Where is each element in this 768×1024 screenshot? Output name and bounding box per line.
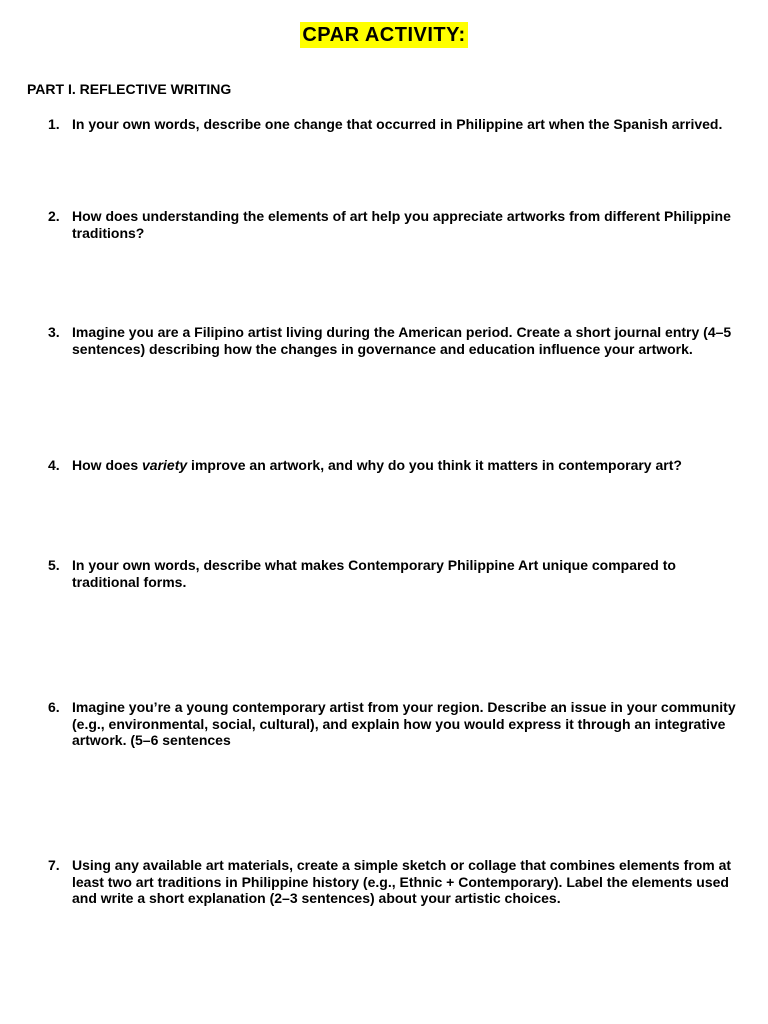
question-text: How does understanding the elements of art help you appreciate artworks from different Philippine traditions?	[72, 208, 731, 241]
question-text: Imagine you’re a young contemporary artist from your region. Describe an issue in your community (e.g., environmental, social, cultural), and explain how you would express it through an integrative artwork. (5–6 sentences	[72, 699, 736, 748]
question-text-emphasis: variety	[142, 457, 188, 473]
question-text	[72, 457, 744, 474]
question-number: 7.	[48, 857, 60, 873]
question-text: Using any available art materials, create a simple sketch or collage that combines elements from at least two art traditions in Philippine history (e.g., Ethnic + Contemporary). Label the elements used and write a short explanation (2–3 sentences) about your artistic choices.	[72, 857, 732, 906]
part-heading: PART I. REFLECTIVE WRITING	[27, 81, 232, 97]
question-number: 4.	[48, 457, 60, 473]
question-number: 1.	[48, 116, 60, 132]
question-number: 2.	[48, 208, 60, 224]
question-text-start: How does	[72, 457, 143, 473]
page-title: CPAR ACTIVITY:	[302, 24, 466, 46]
question-number: 6.	[48, 699, 60, 715]
question-number: 5.	[48, 557, 60, 573]
title-container	[0, 22, 768, 48]
question-number: 3.	[48, 324, 60, 340]
question-text-end: improve an artwork, and why do you think it matters in contemporary art?	[187, 457, 682, 473]
question-text: In your own words, describe what makes Contemporary Philippine Art unique compared to traditional forms.	[72, 557, 676, 590]
question-text: In your own words, describe one change that occurred in Philippine art when the Spanish arrived.	[72, 116, 723, 132]
question-text: Imagine you are a Filipino artist living during the American period. Create a short journal entry (4–5 sentences) describing how the changes in governance and education influence your artwork.	[72, 324, 732, 357]
